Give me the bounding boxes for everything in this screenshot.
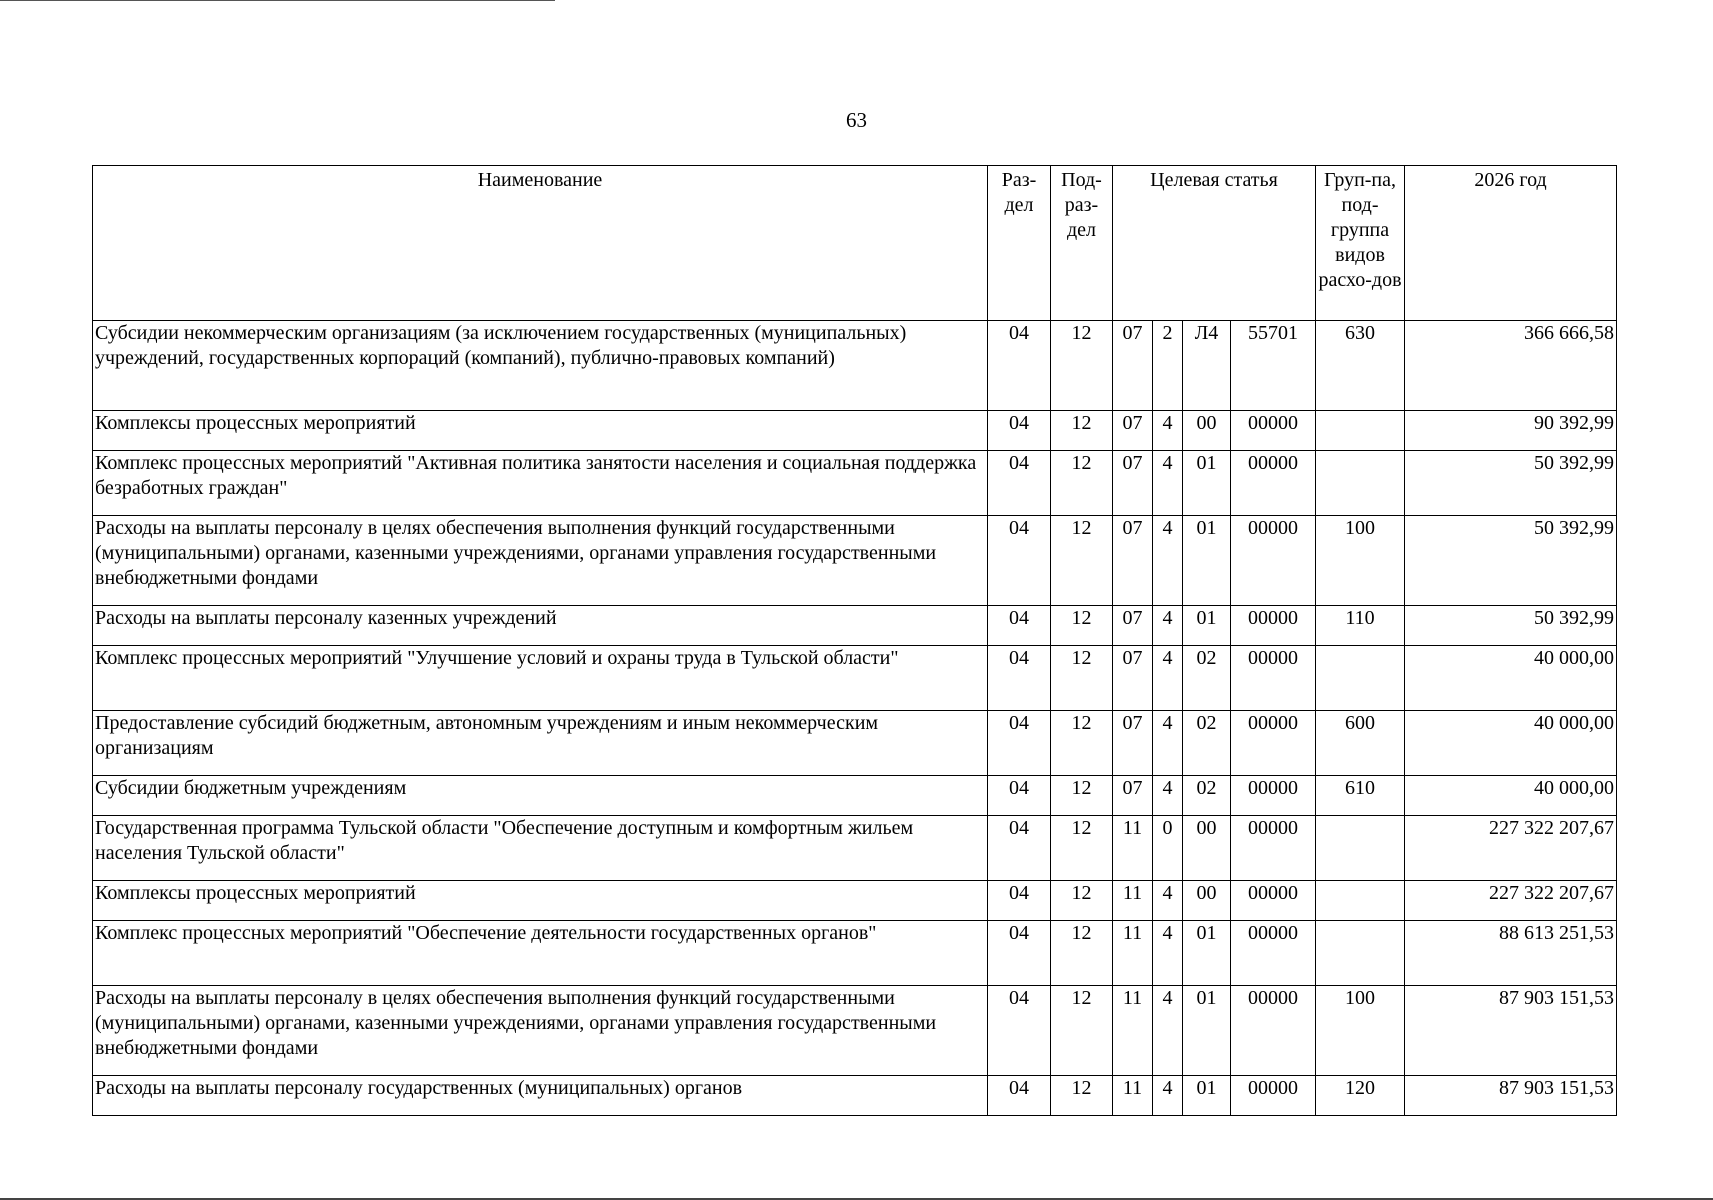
row-section: 04 [988,881,1051,921]
row-name: Субсидии бюджетным учреждениям [93,776,988,816]
row-target-code: 00000 [1231,1076,1316,1116]
row-target-code: 00000 [1231,986,1316,1076]
header-row [93,166,1617,321]
row-expense-group: 100 [1316,986,1405,1076]
table-row [93,411,1617,451]
row-expense-group: 600 [1316,711,1405,776]
header-year: 2026 год [1405,166,1617,321]
row-amount: 87 903 151,53 [1405,986,1617,1076]
row-subsection: 12 [1051,606,1113,646]
row-amount: 227 322 207,67 [1405,881,1617,921]
row-name: Расходы на выплаты персоналу в целях обеспечения выполнения функций государственными (муниципальными) органами, казенными учреждениями, органами управления государственными внебюджетными фондами [93,516,988,606]
table-row [93,1076,1617,1116]
row-target-direction: 02 [1183,646,1231,711]
row-subsection: 12 [1051,711,1113,776]
row-subsection: 12 [1051,986,1113,1076]
table-body [93,321,1617,1116]
row-amount: 40 000,00 [1405,776,1617,816]
row-amount: 88 613 251,53 [1405,921,1617,986]
table-row [93,606,1617,646]
row-target-type: 4 [1153,776,1183,816]
row-target-type: 4 [1153,986,1183,1076]
row-target-code: 00000 [1231,516,1316,606]
row-subsection: 12 [1051,411,1113,451]
row-section: 04 [988,816,1051,881]
row-section: 04 [988,1076,1051,1116]
top-rule [0,0,555,1]
row-target-program: 11 [1113,921,1153,986]
header-target-article: Целевая статья [1113,166,1316,321]
row-target-program: 07 [1113,516,1153,606]
row-amount: 50 392,99 [1405,451,1617,516]
row-target-program: 07 [1113,606,1153,646]
table-row [93,881,1617,921]
row-target-program: 11 [1113,816,1153,881]
row-name: Расходы на выплаты персоналу государственных (муниципальных) органов [93,1076,988,1116]
row-target-direction: 01 [1183,516,1231,606]
row-expense-group [1316,816,1405,881]
row-target-direction: 00 [1183,816,1231,881]
row-target-direction: 01 [1183,921,1231,986]
row-subsection: 12 [1051,646,1113,711]
row-target-direction: 00 [1183,881,1231,921]
row-section: 04 [988,411,1051,451]
row-section: 04 [988,986,1051,1076]
row-target-type: 4 [1153,711,1183,776]
row-subsection: 12 [1051,881,1113,921]
table-row [93,711,1617,776]
row-target-type: 4 [1153,516,1183,606]
row-target-program: 07 [1113,646,1153,711]
row-subsection: 12 [1051,1076,1113,1116]
page-number: 63 [846,108,867,132]
row-section: 04 [988,516,1051,606]
row-target-direction: Л4 [1183,321,1231,411]
row-section: 04 [988,711,1051,776]
row-target-program: 07 [1113,321,1153,411]
row-amount: 50 392,99 [1405,606,1617,646]
row-expense-group: 610 [1316,776,1405,816]
row-section: 04 [988,921,1051,986]
row-name: Комплексы процессных мероприятий [93,881,988,921]
table-row [93,921,1617,986]
row-target-code: 00000 [1231,881,1316,921]
row-expense-group [1316,411,1405,451]
row-amount: 50 392,99 [1405,516,1617,606]
row-target-direction: 00 [1183,411,1231,451]
row-amount: 40 000,00 [1405,646,1617,711]
row-target-code: 00000 [1231,776,1316,816]
row-target-type: 4 [1153,451,1183,516]
row-name: Комплекс процессных мероприятий "Улучшение условий и охраны труда в Тульской области" [93,646,988,711]
header-subsection: Под-раз-дел [1051,166,1113,321]
row-subsection: 12 [1051,451,1113,516]
row-name: Расходы на выплаты персоналу в целях обеспечения выполнения функций государственными (муниципальными) органами, казенными учреждениями, органами управления государственными внебюджетными фондами [93,986,988,1076]
row-expense-group [1316,451,1405,516]
row-target-type: 4 [1153,646,1183,711]
header-name: Наименование [93,166,988,321]
row-target-type: 4 [1153,1076,1183,1116]
header-section: Раз-дел [988,166,1051,321]
row-target-program: 11 [1113,881,1153,921]
row-name: Комплекс процессных мероприятий "Активная политика занятости населения и социальная поддержка безработных граждан" [93,451,988,516]
row-name: Комплексы процессных мероприятий [93,411,988,451]
row-section: 04 [988,776,1051,816]
header-expense-group: Груп-па, под-группа видов расхо-дов [1316,166,1405,321]
row-name: Предоставление субсидий бюджетным, автономным учреждениям и иным некоммерческим организациям [93,711,988,776]
row-target-type: 4 [1153,411,1183,451]
table-row [93,986,1617,1076]
row-target-program: 11 [1113,1076,1153,1116]
row-name: Субсидии некоммерческим организациям (за исключением государственных (муниципальных) учреждений, государственных корпораций (компаний), публично-правовых компаний) [93,321,988,411]
row-expense-group: 630 [1316,321,1405,411]
row-target-program: 07 [1113,776,1153,816]
row-target-code: 00000 [1231,921,1316,986]
row-target-code: 00000 [1231,711,1316,776]
row-name: Комплекс процессных мероприятий "Обеспечение деятельности государственных органов" [93,921,988,986]
row-expense-group [1316,921,1405,986]
table-row [93,321,1617,411]
table-row [93,776,1617,816]
row-target-direction: 02 [1183,776,1231,816]
row-amount: 90 392,99 [1405,411,1617,451]
row-target-direction: 01 [1183,1076,1231,1116]
row-subsection: 12 [1051,321,1113,411]
row-expense-group [1316,646,1405,711]
row-target-direction: 01 [1183,451,1231,516]
row-target-direction: 01 [1183,606,1231,646]
row-target-type: 4 [1153,881,1183,921]
row-target-direction: 02 [1183,711,1231,776]
row-target-code: 00000 [1231,646,1316,711]
row-target-type: 4 [1153,606,1183,646]
row-section: 04 [988,451,1051,516]
row-name: Расходы на выплаты персоналу казенных учреждений [93,606,988,646]
row-amount: 40 000,00 [1405,711,1617,776]
row-amount: 366 666,58 [1405,321,1617,411]
row-subsection: 12 [1051,516,1113,606]
row-subsection: 12 [1051,816,1113,881]
row-name: Государственная программа Тульской области "Обеспечение доступным и комфортным жильем населения Тульской области" [93,816,988,881]
table-row [93,646,1617,711]
row-target-code: 00000 [1231,606,1316,646]
row-expense-group [1316,881,1405,921]
table-row [93,516,1617,606]
row-section: 04 [988,321,1051,411]
budget-table [92,165,1617,1116]
row-section: 04 [988,606,1051,646]
row-target-code: 00000 [1231,451,1316,516]
row-target-program: 07 [1113,451,1153,516]
row-amount: 87 903 151,53 [1405,1076,1617,1116]
row-section: 04 [988,646,1051,711]
row-target-program: 07 [1113,411,1153,451]
table-row [93,451,1617,516]
row-amount: 227 322 207,67 [1405,816,1617,881]
row-target-code: 00000 [1231,411,1316,451]
row-target-direction: 01 [1183,986,1231,1076]
row-expense-group: 100 [1316,516,1405,606]
row-target-type: 2 [1153,321,1183,411]
row-subsection: 12 [1051,776,1113,816]
row-subsection: 12 [1051,921,1113,986]
row-target-type: 0 [1153,816,1183,881]
row-target-code: 00000 [1231,816,1316,881]
row-target-program: 07 [1113,711,1153,776]
row-target-program: 11 [1113,986,1153,1076]
row-expense-group: 110 [1316,606,1405,646]
row-expense-group: 120 [1316,1076,1405,1116]
row-target-code: 55701 [1231,321,1316,411]
table-row [93,816,1617,881]
row-target-type: 4 [1153,921,1183,986]
